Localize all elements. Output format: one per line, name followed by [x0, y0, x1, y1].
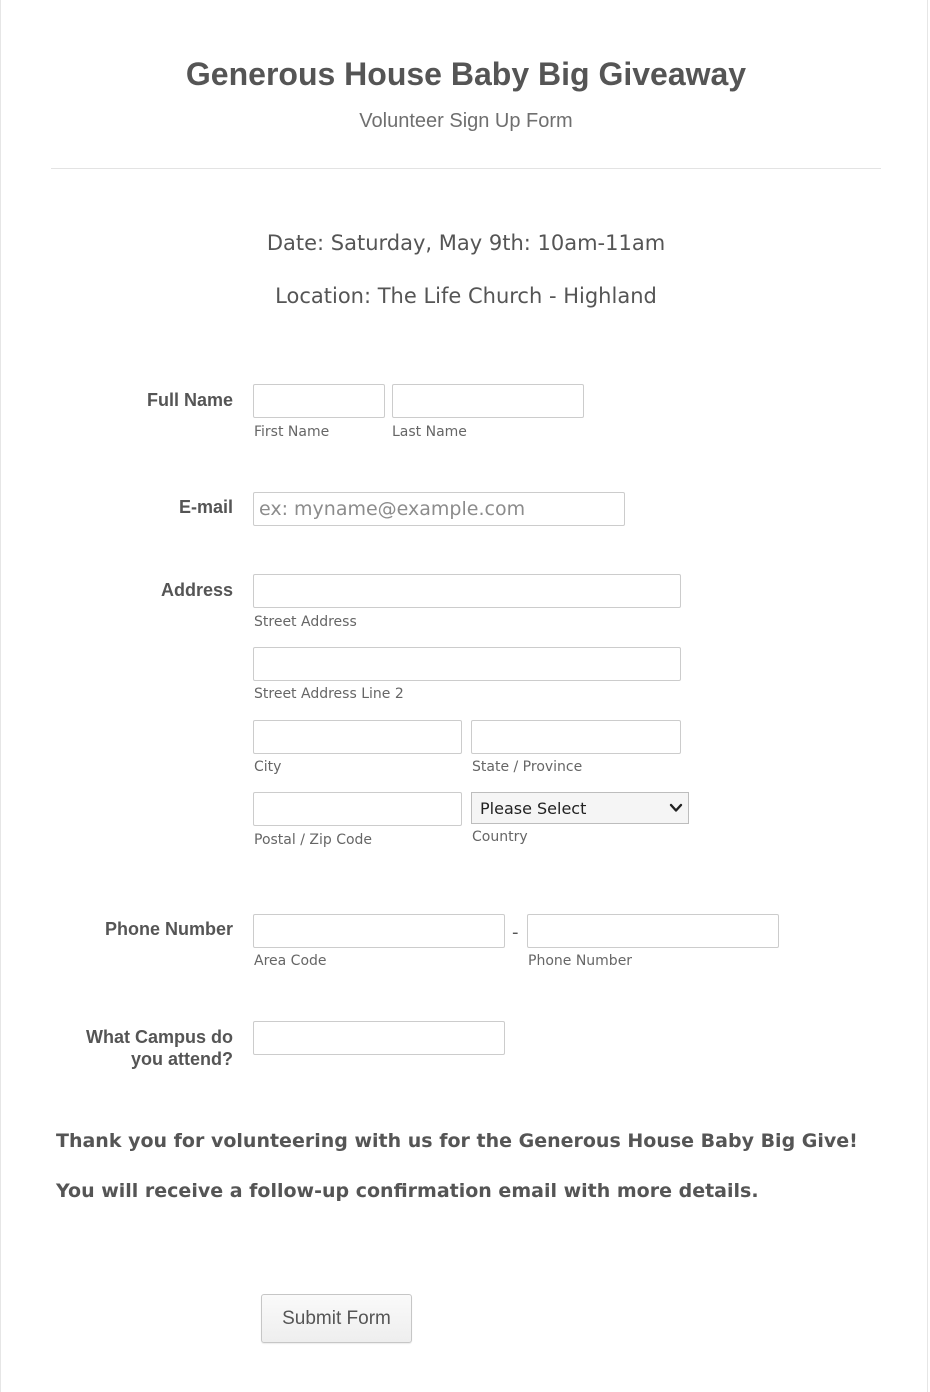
- state-sublabel: State / Province: [472, 759, 583, 775]
- state-input[interactable]: [471, 720, 681, 754]
- phone-separator: -: [512, 922, 519, 943]
- postal-code-input[interactable]: [253, 792, 462, 826]
- country-sublabel: Country: [472, 829, 528, 845]
- first-name-sublabel: First Name: [254, 424, 330, 440]
- postal-code-sublabel: Postal / Zip Code: [254, 832, 373, 848]
- thank-you-text: Thank you for volunteering with us for the Generous House Baby Big Give!: [56, 1130, 858, 1152]
- street-address-sublabel: Street Address: [254, 614, 357, 630]
- form-title: Generous House Baby Big Giveaway: [185, 56, 747, 92]
- phone-number-label: Phone Number: [104, 919, 233, 939]
- street-address-input[interactable]: [253, 574, 681, 608]
- address-label: Address: [160, 580, 233, 600]
- street-address-line2-input[interactable]: [253, 647, 681, 681]
- city-sublabel: City: [254, 759, 282, 775]
- last-name-input[interactable]: [392, 384, 584, 418]
- street-address-line2-sublabel: Street Address Line 2: [254, 686, 404, 702]
- event-date: Date: Saturday, May 9th: 10am-11am: [266, 231, 666, 255]
- campus-label-line2: you attend?: [131, 1049, 233, 1069]
- submit-form-button[interactable]: Submit Form: [261, 1294, 412, 1343]
- form-subtitle: Volunteer Sign Up Form: [359, 110, 573, 132]
- full-name-label: Full Name: [146, 390, 233, 410]
- first-name-input[interactable]: [253, 384, 385, 418]
- header-divider: [51, 168, 881, 169]
- city-input[interactable]: [253, 720, 462, 754]
- campus-label-line1: What Campus do: [86, 1027, 233, 1047]
- email-input[interactable]: [253, 492, 625, 526]
- email-label: E-mail: [178, 497, 233, 517]
- event-location: Location: The Life Church - Highland: [275, 284, 657, 308]
- country-select[interactable]: [471, 792, 689, 824]
- phone-number-input[interactable]: [527, 914, 779, 948]
- campus-input[interactable]: [253, 1021, 505, 1055]
- last-name-sublabel: Last Name: [392, 424, 467, 440]
- phone-number-sublabel: Phone Number: [528, 953, 633, 969]
- area-code-input[interactable]: [253, 914, 505, 948]
- follow-up-text: You will receive a follow-up confirmation email with more details.: [56, 1180, 759, 1202]
- area-code-sublabel: Area Code: [254, 953, 327, 969]
